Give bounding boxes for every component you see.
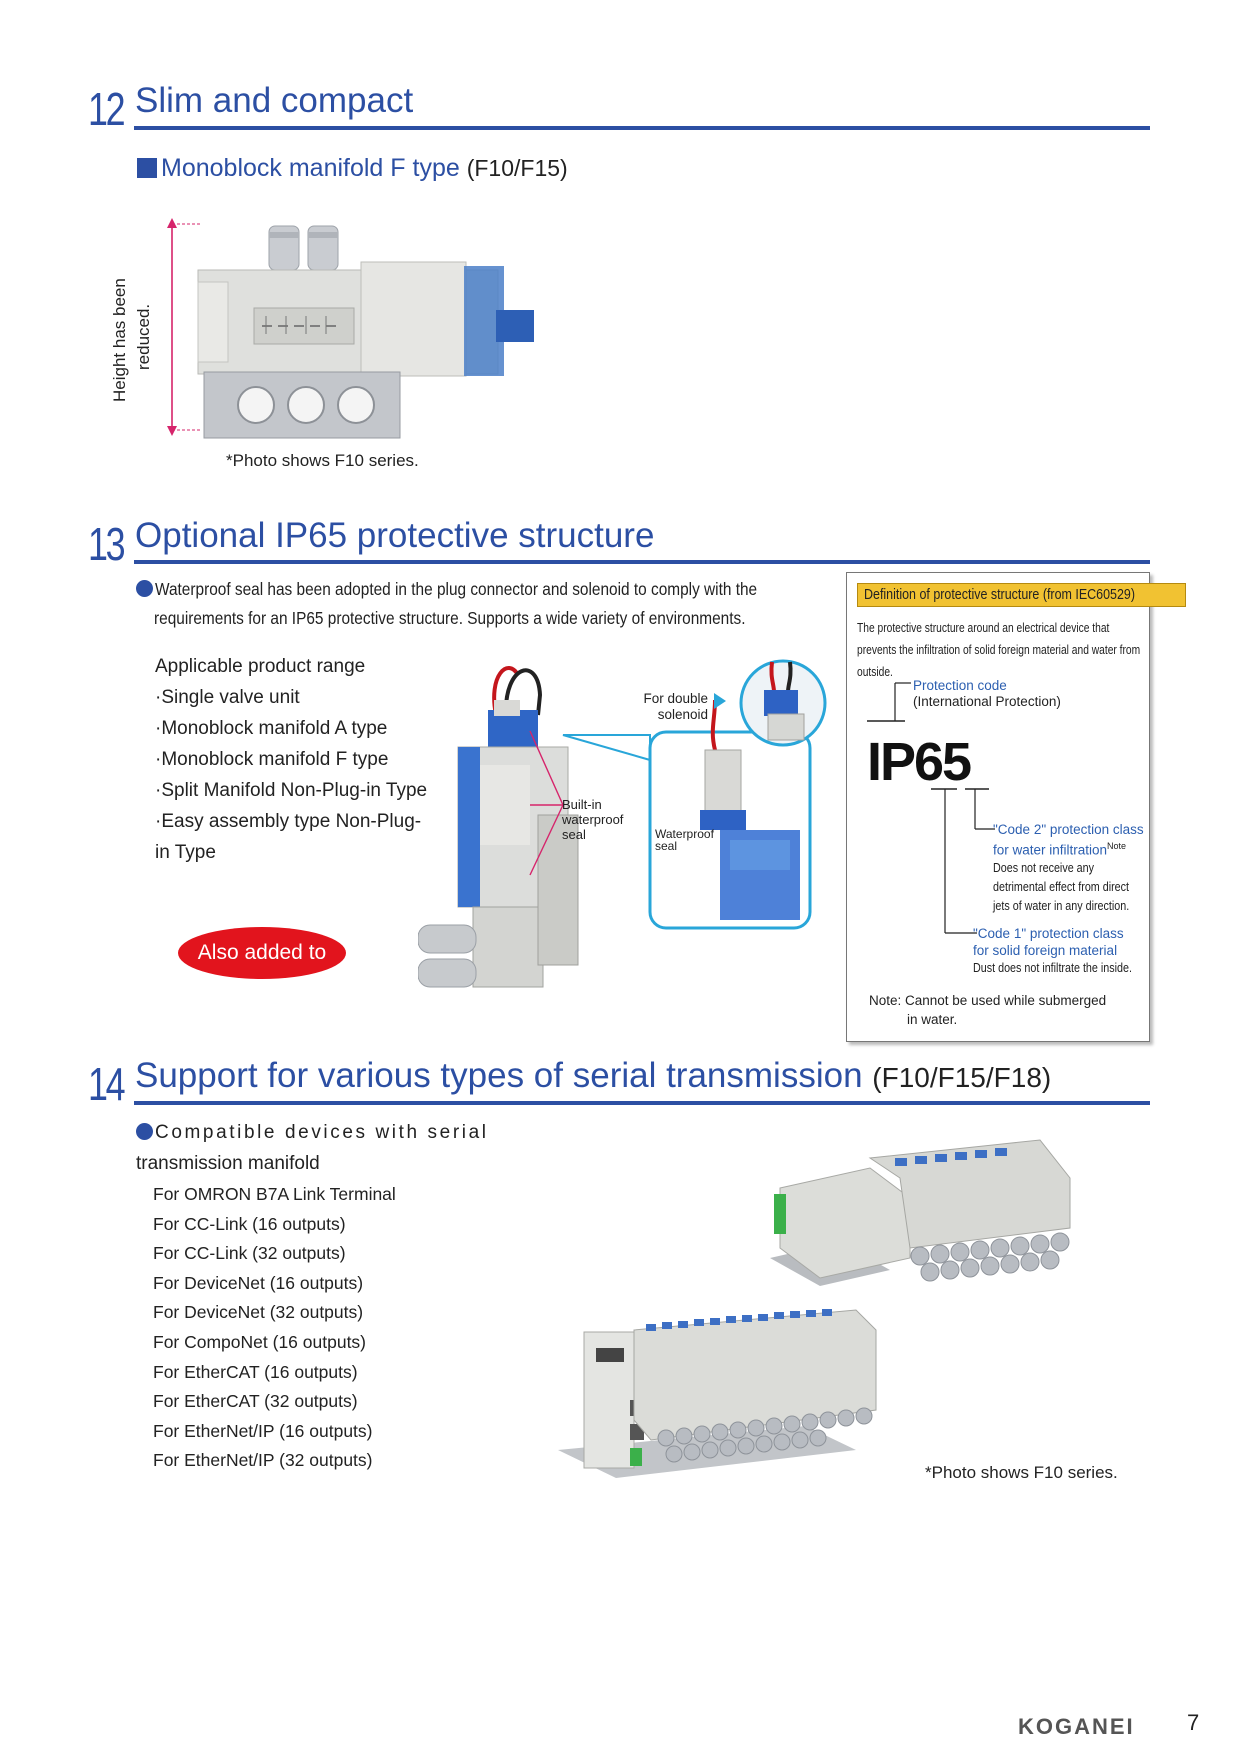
callout-double-line1: For double [643, 691, 708, 706]
definition-heading [857, 583, 1186, 607]
code1-line2: for solid foreign material [973, 943, 1118, 958]
section-14-title [135, 1058, 1051, 1093]
list-item: For CompoNet (16 outputs) [153, 1331, 367, 1352]
koganei-logo: KOGANEI [1018, 1714, 1135, 1739]
range-item: ·Single valve unit [155, 687, 300, 708]
callout-builtin-line1: Built-in [562, 797, 602, 812]
list-item: For EtherNet/IP (32 outputs) [153, 1450, 373, 1471]
protection-code-label: Protection code [913, 678, 1007, 693]
page-number: 7 [1187, 1710, 1200, 1735]
list-item: For DeviceNet (32 outputs) [153, 1302, 364, 1323]
code2-desc-line2: detrimental effect from direct [993, 879, 1130, 894]
definition-note [869, 991, 1106, 1029]
callout-double-line2: solenoid [657, 707, 708, 722]
list-item: For EtherCAT (32 outputs) [153, 1391, 358, 1412]
height-label-line1: Height has been [110, 278, 129, 402]
range-item: ·Easy assembly type Non-Plug- [155, 811, 422, 832]
callout-waterproof-seal [655, 828, 714, 852]
code2-desc-line1: Does not receive any [993, 860, 1094, 875]
section-14-number: 14 [88, 1058, 124, 1110]
code2-line2: for water infiltration [993, 842, 1108, 858]
intro-line1: Waterproof seal has been adopted in the plug connector and solenoid to comply with the [155, 579, 758, 599]
list-item: For EtherNet/IP (16 outputs) [153, 1420, 373, 1441]
list-item: For OMRON B7A Link Terminal [153, 1184, 396, 1204]
solenoid-detail-circle [738, 658, 828, 748]
definition-description [857, 617, 1149, 683]
code-1-description [973, 925, 1158, 978]
international-protection-label: (International Protection) [913, 694, 1061, 709]
blue-bullet-icon [136, 580, 153, 597]
section-12-rule [134, 126, 1150, 130]
range-heading: Applicable product range [155, 656, 366, 677]
intro-line2: transmission manifold [136, 1153, 320, 1174]
section-13-title: Optional IP65 protective structure [135, 516, 655, 555]
note-line1: Note: Cannot be used while submerged [869, 993, 1107, 1008]
section-14-title-text: Support for various types of serial transmission [135, 1056, 863, 1095]
intro-line1: Compatible devices with serial [155, 1122, 489, 1143]
subtitle-text: Monoblock manifold F type [161, 154, 460, 182]
ip65-code: IP65 [867, 732, 971, 792]
list-item: For CC-Link (32 outputs) [153, 1243, 346, 1264]
range-item: ·Monoblock manifold F type [155, 749, 389, 770]
code1-line1: "Code 1" protection class [973, 926, 1124, 941]
section-13-number: 13 [88, 518, 124, 570]
code2-line1: "Code 2" protection class [993, 822, 1144, 837]
note-line2: in water. [907, 1012, 958, 1027]
callout-double-solenoid [630, 691, 708, 723]
serial-manifold-photo-lower [556, 1300, 916, 1480]
callout-builtin-line2: waterproof [562, 812, 624, 827]
range-item: ·Monoblock manifold A type [155, 718, 388, 739]
subtitle-suffix: (F10/F15) [466, 155, 568, 181]
range-item: ·Split Manifold Non-Plug-in Type [155, 780, 428, 801]
list-item: For DeviceNet (16 outputs) [153, 1272, 364, 1293]
blue-bullet-icon [136, 1123, 153, 1140]
protective-structure-definition-box [846, 572, 1150, 1042]
height-label-line2: reduced. [134, 303, 153, 370]
intro-line2: requirements for an IP65 protective structure. Supports a wide variety of environments. [154, 608, 746, 628]
definition-heading-text: Definition of protective structure (from IEC60529) [864, 587, 1135, 603]
code-2-description [993, 821, 1151, 916]
code2-note-sup: Note [1107, 841, 1127, 851]
list-item: For EtherCAT (16 outputs) [153, 1361, 358, 1382]
also-added-f18-badge: Also added to F18 [178, 927, 346, 979]
serial-device-list [153, 1180, 396, 1476]
section-14-rule [134, 1101, 1150, 1105]
section-13-rule [134, 560, 1150, 564]
section-12-subtitle [137, 154, 568, 183]
section-14-title-suffix: (F10/F15/F18) [872, 1062, 1052, 1093]
square-bullet-icon [137, 158, 157, 178]
section-14-photo-note: *Photo shows F10 series. [925, 1463, 1118, 1482]
arrow-right-icon [712, 693, 728, 709]
section-12-photo-note: *Photo shows F10 series. [226, 451, 419, 470]
code2-desc-line3: jets of water in any direction. [993, 898, 1130, 913]
section-14-intro [136, 1117, 489, 1179]
section-12-number: 12 [88, 83, 124, 135]
definition-description-text: The protective structure around an electrical device that prevents the infiltration of solid foreign material and water from outside. [857, 621, 1141, 679]
height-reduced-label [108, 278, 156, 402]
serial-manifold-photo-upper [760, 1138, 1080, 1298]
range-item: in Type [155, 842, 216, 863]
callout-waterproof-line2: seal [655, 839, 678, 853]
section-12-title: Slim and compact [135, 81, 414, 120]
code1-desc: Dust does not infiltrate the inside. [973, 961, 1132, 975]
monoblock-manifold-photo [196, 222, 546, 440]
applicable-product-range [155, 651, 427, 868]
section-13-intro [136, 575, 839, 633]
callout-waterproof-line1: Waterproof [655, 827, 714, 841]
callout-builtin-line3: seal [562, 827, 586, 842]
list-item: For CC-Link (16 outputs) [153, 1213, 346, 1234]
